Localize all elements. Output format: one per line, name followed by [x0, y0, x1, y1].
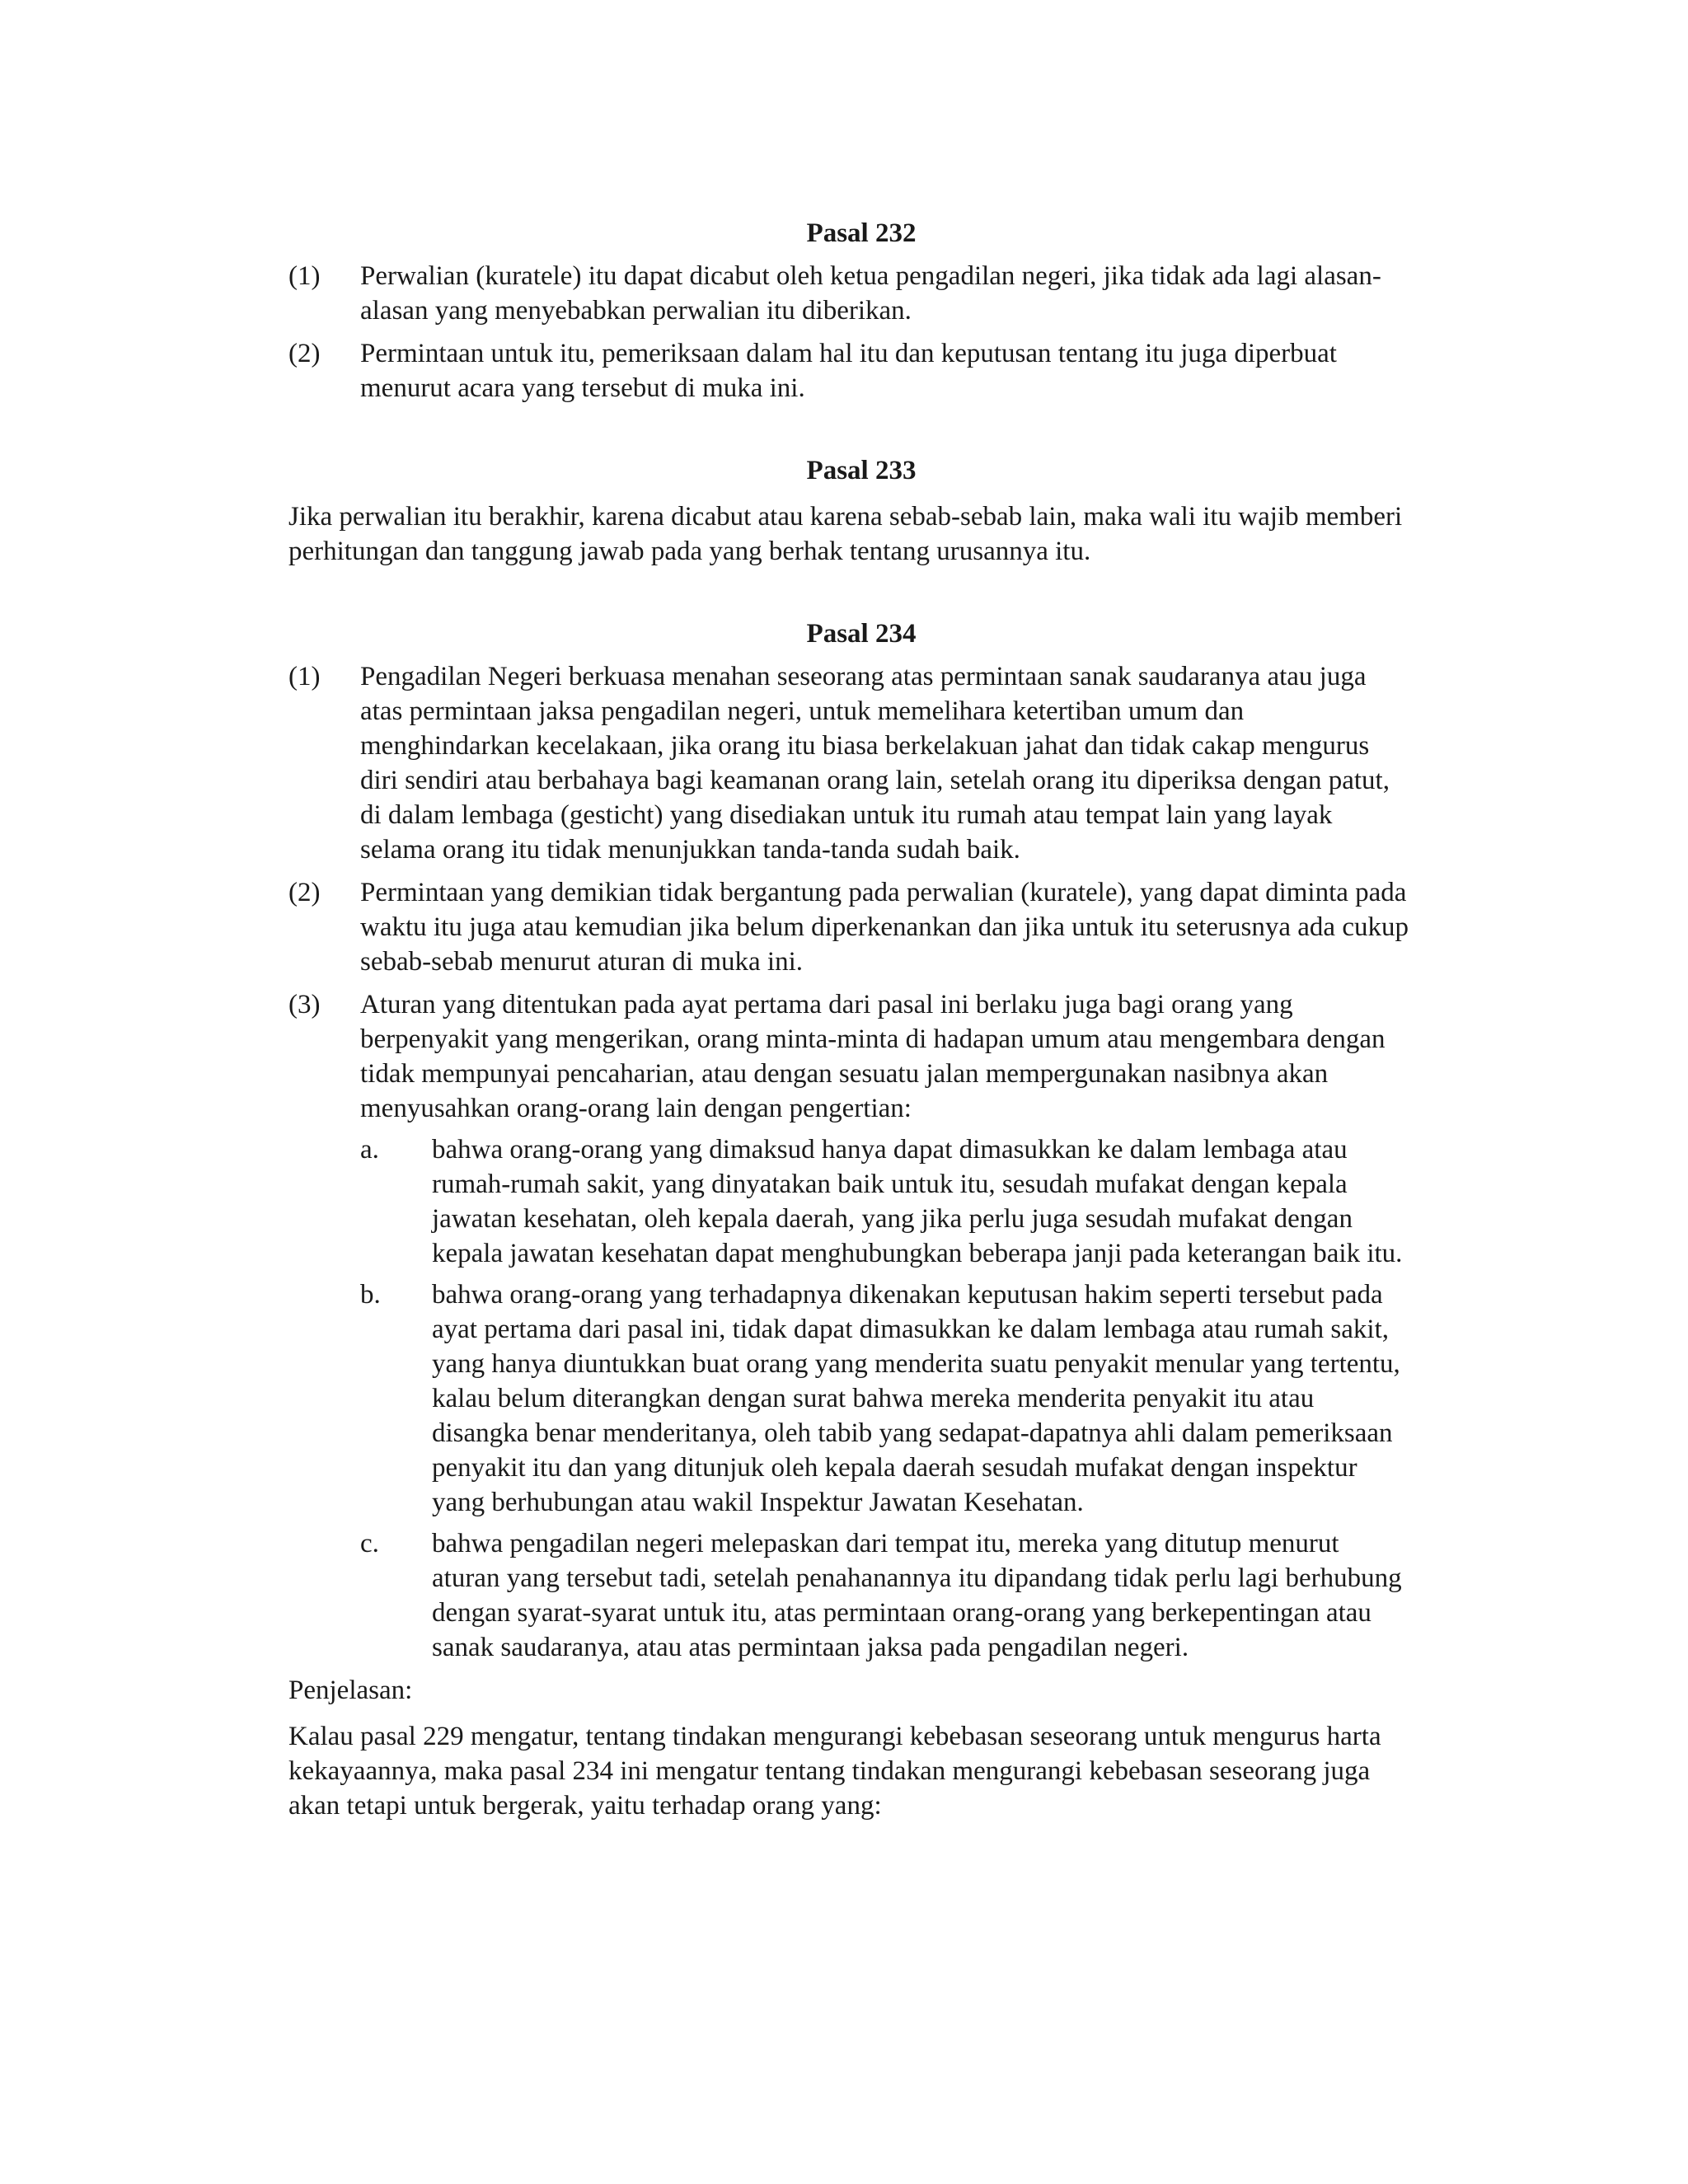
- pasal-234-subitem-b: [360, 1277, 1409, 1520]
- pasal-234-item-1: [288, 659, 1409, 867]
- subitem-letter: b.: [360, 1280, 381, 1310]
- explanation-label: Penjelasan:: [288, 1675, 413, 1705]
- item-text: Aturan yang ditentukan pada ayat pertama dari pasal ini berlaku juga bagi orang yang berpenyakit yang mengerikan, orang minta-minta di hadapan umum atau mengembara dengan tidak mempunyai pencaharian, atau dengan sesuatu jalan mempergunakan nasibnya akan menyusahkan orang-orang lain dengan pengertian:: [360, 990, 1386, 1123]
- item-text: Perwalian (kuratele) itu dapat dicabut oleh ketua pengadilan negeri, jika tidak ada lagi alasan-alasan yang menyebabkan perwalian itu diberikan.: [360, 261, 1381, 326]
- subitem-text: bahwa pengadilan negeri melepaskan dari tempat itu, mereka yang ditutup menurut aturan yang tersebut tadi, setelah penahanannya itu dipandang tidak perlu lagi berhubung dengan syarat-syarat untuk itu, atas permintaan orang-orang yang berkepentingan atau sanak saudaranya, atau atas permintaan jaksa pada pengadilan negeri.: [432, 1529, 1402, 1662]
- item-text: Permintaan yang demikian tidak bergantung pada perwalian (kuratele), yang dapat diminta pada waktu itu juga atau kemudian jika belum diperkenankan dan jika untuk itu seterusnya ada cukup sebab-sebab menurut aturan di muka ini.: [360, 878, 1409, 977]
- item-number: (1): [288, 662, 321, 691]
- pasal-233-text: Jika perwalian itu berakhir, karena dicabut atau karena sebab-sebab lain, maka wali itu wajib memberi perhitungan dan tanggung jawab pada yang berhak tentang urusannya itu.: [288, 502, 1403, 566]
- pasal-232-section: [288, 216, 1409, 405]
- item-text: Pengadilan Negeri berkuasa menahan seseorang atas permintaan sanak saudaranya atau juga atas permintaan jaksa pengadilan negeri, untuk memelihara ketertiban umum dan menghindarkan kecelakaan, jika orang itu biasa berkelakuan jahat dan tidak cakap mengurus diri sendiri atau berbahaya bagi keamanan orang lain, setelah orang itu diperiksa dengan patut, di dalam lembaga (gesticht) yang disediakan untuk itu rumah atau tempat lain yang layak selama orang itu tidak menunjukkan tanda-tanda sudah baik.: [360, 662, 1390, 865]
- subitem-letter: a.: [360, 1135, 379, 1165]
- item-number: (2): [288, 339, 321, 368]
- explanation-text: Kalau pasal 229 mengatur, tentang tindakan mengurangi kebebasan seseorang untuk mengurus harta kekayaannya, maka pasal 234 ini mengatur tentang tindakan mengurangi kebebasan seseorang juga akan tetapi untuk bergerak, yaitu terhadap orang yang:: [288, 1722, 1381, 1821]
- pasal-234-item-2: [288, 875, 1409, 979]
- item-text: Permintaan untuk itu, pemeriksaan dalam hal itu dan keputusan tentang itu juga diperbuat menurut acara yang tersebut di muka ini.: [360, 339, 1337, 403]
- pasal-232-item-1: [288, 259, 1409, 328]
- pasal-234-heading: Pasal 234: [806, 619, 917, 649]
- item-number: (3): [288, 990, 321, 1019]
- pasal-234-item-3: [288, 987, 1409, 1665]
- document-page: [288, 216, 1409, 1871]
- item-number: (1): [288, 261, 321, 291]
- pasal-234-subitem-c: [360, 1526, 1409, 1665]
- pasal-232-item-2: [288, 336, 1409, 405]
- pasal-232-heading: Pasal 232: [806, 218, 917, 248]
- pasal-234-subitem-a: [360, 1132, 1409, 1271]
- subitem-text: bahwa orang-orang yang terhadapnya dikenakan keputusan hakim seperti tersebut pada ayat pertama dari pasal ini, tidak dapat dimasukkan ke dalam lembaga atau rumah sakit, yang hanya diuntukkan buat orang yang menderita suatu penyakit menular yang tertentu, kalau belum diterangkan dengan surat bahwa mereka menderita penyakit itu atau disangka benar menderitanya, oleh tabib yang sedapat-dapatnya ahli dalam pemeriksaan penyakit itu dan yang ditunjuk oleh kepala daerah sesudah mufakat dengan inspektur yang berhubungan atau wakil Inspektur Jawatan Kesehatan.: [432, 1280, 1400, 1517]
- subitem-text: bahwa orang-orang yang dimaksud hanya dapat dimasukkan ke dalam lembaga atau rumah-rumah sakit, yang dinyatakan baik untuk itu, sesudah mufakat dengan kepala jawatan kesehatan, oleh kepala daerah, yang jika perlu juga sesudah mufakat dengan kepala jawatan kesehatan dapat menghubungkan beberapa janji pada keterangan baik itu.: [432, 1135, 1403, 1268]
- item-number: (2): [288, 878, 321, 907]
- pasal-233-heading: Pasal 233: [806, 456, 917, 485]
- pasal-234-section: [288, 616, 1409, 1823]
- pasal-233-section: [288, 453, 1409, 569]
- subitem-letter: c.: [360, 1529, 379, 1558]
